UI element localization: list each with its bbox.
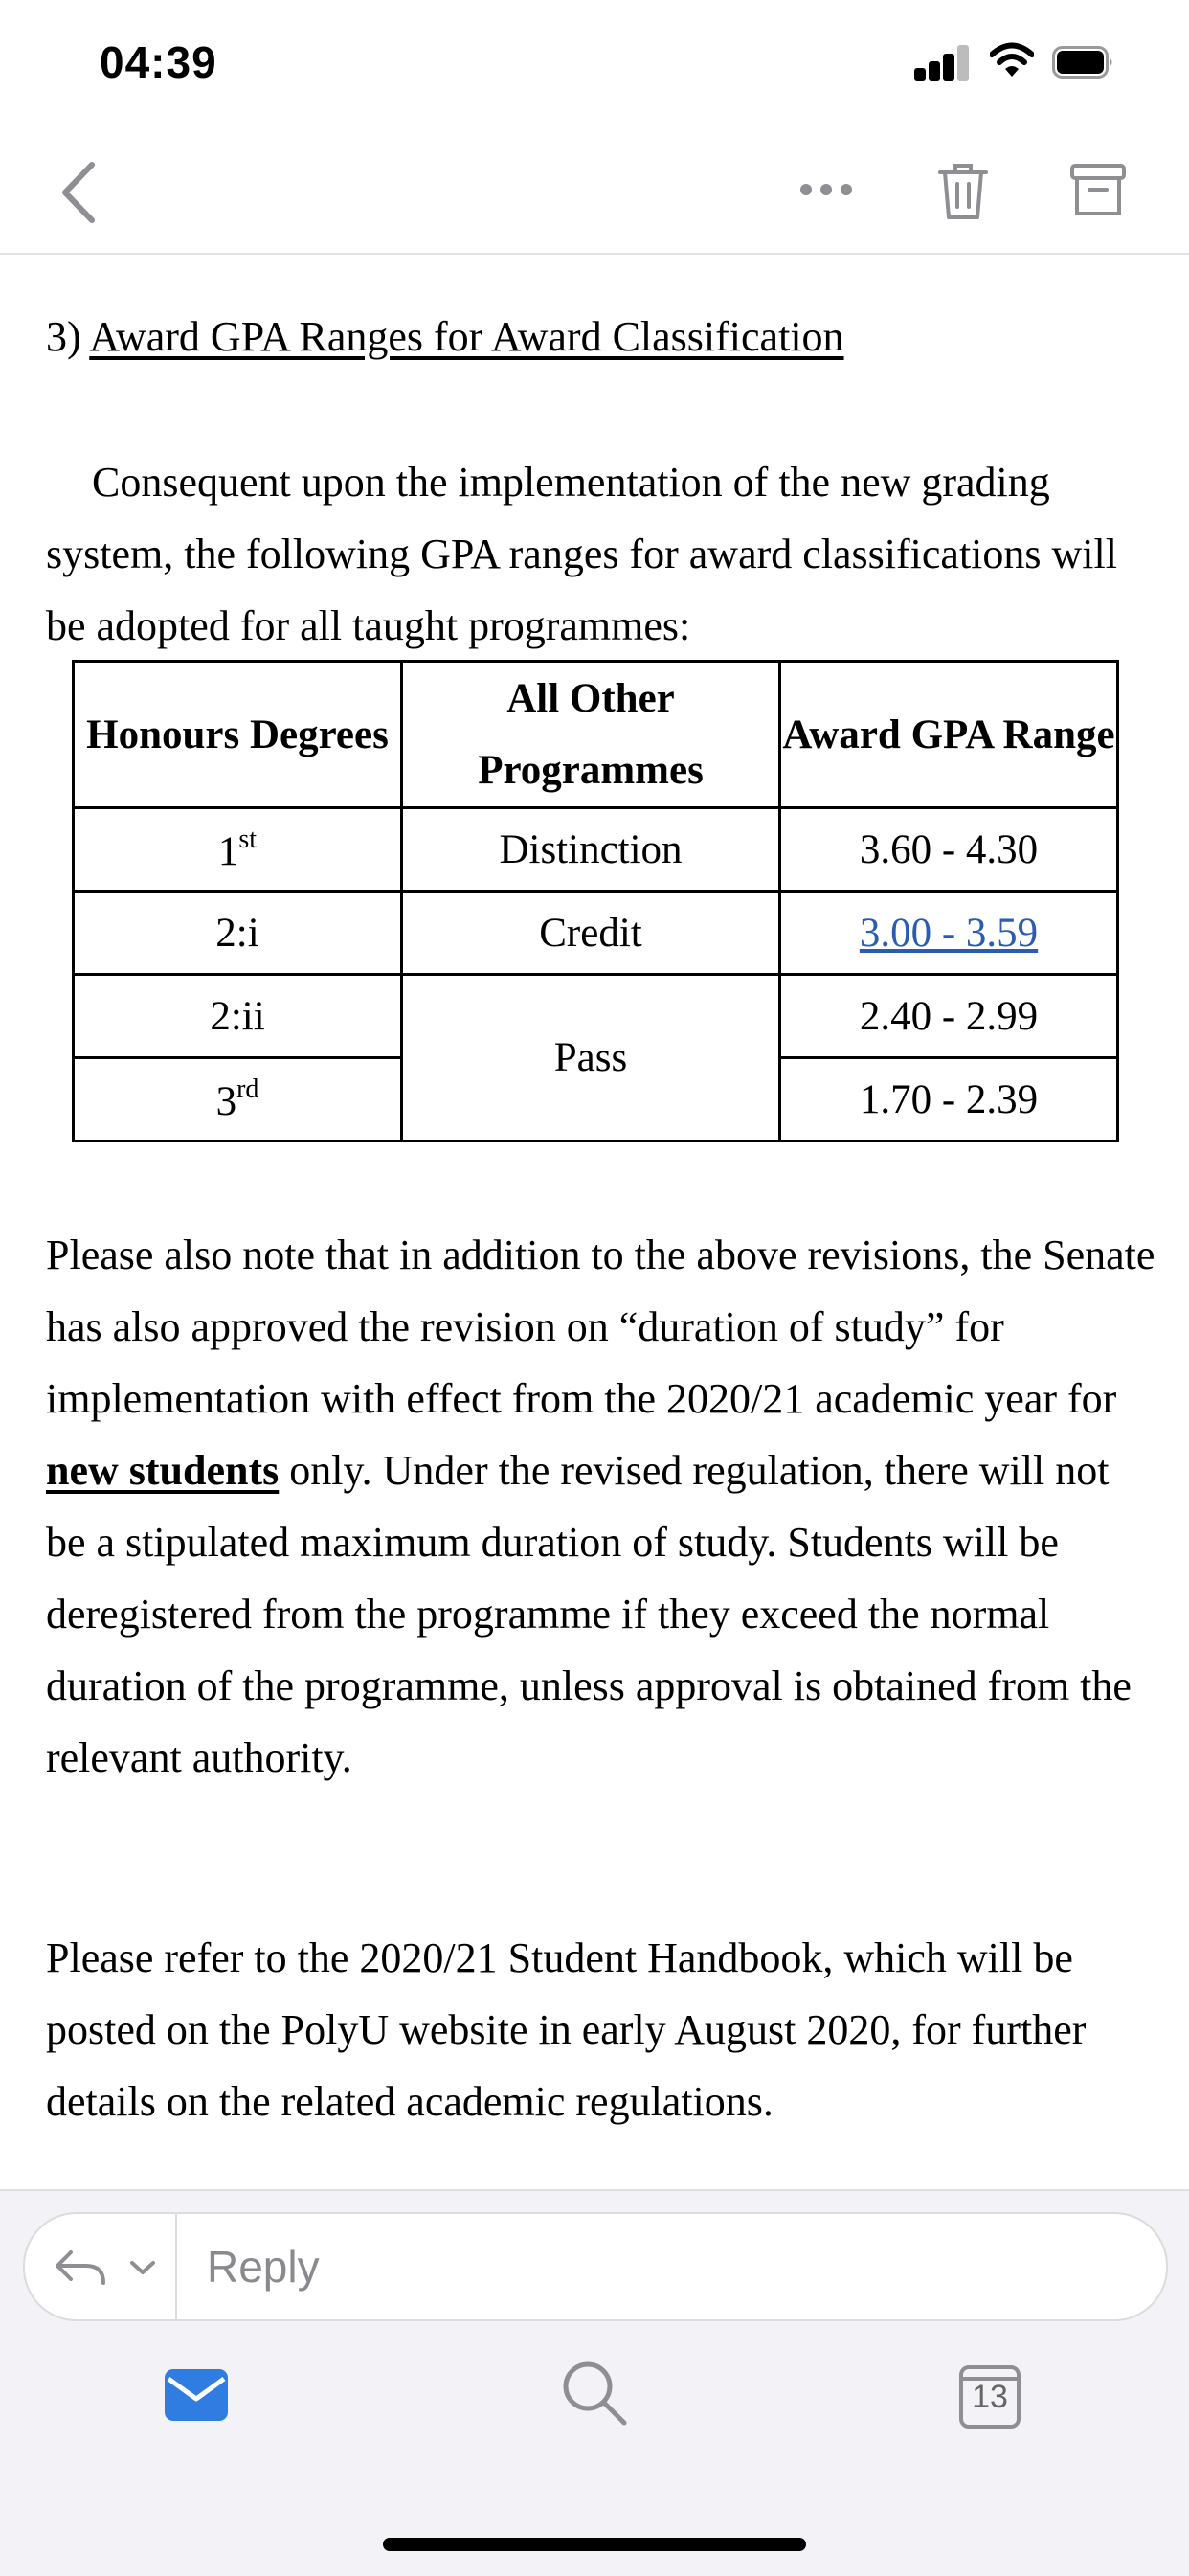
degree-cell: 2:ii <box>74 975 402 1058</box>
section-number: 3) <box>46 313 81 360</box>
programme-cell: Credit <box>402 892 780 975</box>
reply-divider <box>175 2214 177 2319</box>
table-row <box>74 975 1118 1058</box>
degree-cell: 1st <box>74 808 402 892</box>
section-title: Award GPA Ranges for Award Classification <box>89 313 844 360</box>
table-header-row <box>74 662 1118 808</box>
home-indicator[interactable] <box>383 2538 806 2551</box>
calendar-icon[interactable] <box>959 2365 1021 2429</box>
header-gpa-range: Award GPA Range <box>780 662 1118 808</box>
range-cell: 1.70 - 2.39 <box>780 1058 1118 1141</box>
chevron-left-icon[interactable] <box>50 159 107 226</box>
status-bar <box>0 0 1189 134</box>
section-heading <box>46 312 844 361</box>
reply-placeholder: Reply <box>207 2242 320 2292</box>
header-honours-degrees: Honours Degrees <box>74 662 402 808</box>
battery-icon <box>1052 46 1115 79</box>
status-time: 04:39 <box>100 37 217 87</box>
note-paragraph: Please also note that in addition to the above revisions, the Senate has also approved the revision on “duration of study” for implementation with effect from the 2020/21 academic year for new students only. Under the revised regulation, there will not be a stipulated maximum duration of study. Students will be deregistered from the programme if they exceed the normal duration of the programme, unless approval is obtained from the relevant authority. <box>46 1232 1155 1781</box>
ellipsis-icon[interactable] <box>796 180 856 199</box>
refer-paragraph: Please refer to the 2020/21 Student Handbook, which will be posted on the PolyU website in early August 2020, for further details on the related academic regulations. <box>46 1934 1087 2125</box>
intro-paragraph: Consequent upon the implementation of the new grading system, the following GPA ranges for award classifications will be adopted for all taught programmes: <box>46 459 1117 649</box>
archive-icon[interactable] <box>1068 161 1128 220</box>
range-link[interactable]: 3.00 - 3.59 <box>859 910 1039 956</box>
email-toolbar <box>0 134 1189 255</box>
table-row <box>74 892 1118 975</box>
wifi-icon <box>990 42 1034 79</box>
search-icon[interactable] <box>559 2358 630 2429</box>
calendar-day: 13 <box>972 2379 1008 2415</box>
degree-cell: 2:i <box>74 892 402 975</box>
header-other-programmes: All Other Programmes <box>402 662 780 808</box>
programme-cell: Distinction <box>402 808 780 892</box>
table-row <box>74 808 1118 892</box>
email-body <box>0 255 1189 2189</box>
programme-cell: Pass <box>402 975 780 1141</box>
range-cell: 2.40 - 2.99 <box>780 975 1118 1058</box>
mail-icon[interactable] <box>163 2367 230 2423</box>
reply-field[interactable] <box>23 2212 1168 2321</box>
bottom-bar <box>0 2189 1189 2576</box>
chevron-down-icon[interactable] <box>128 2258 157 2277</box>
cellular-signal-icon <box>914 43 970 81</box>
reply-icon[interactable] <box>52 2247 107 2289</box>
range-cell <box>780 892 1118 975</box>
emphasis-text: new students <box>46 1447 280 1494</box>
trash-icon[interactable] <box>934 159 992 222</box>
gpa-table <box>72 660 1119 1142</box>
degree-cell: 3rd <box>74 1058 402 1141</box>
range-cell: 3.60 - 4.30 <box>780 808 1118 892</box>
